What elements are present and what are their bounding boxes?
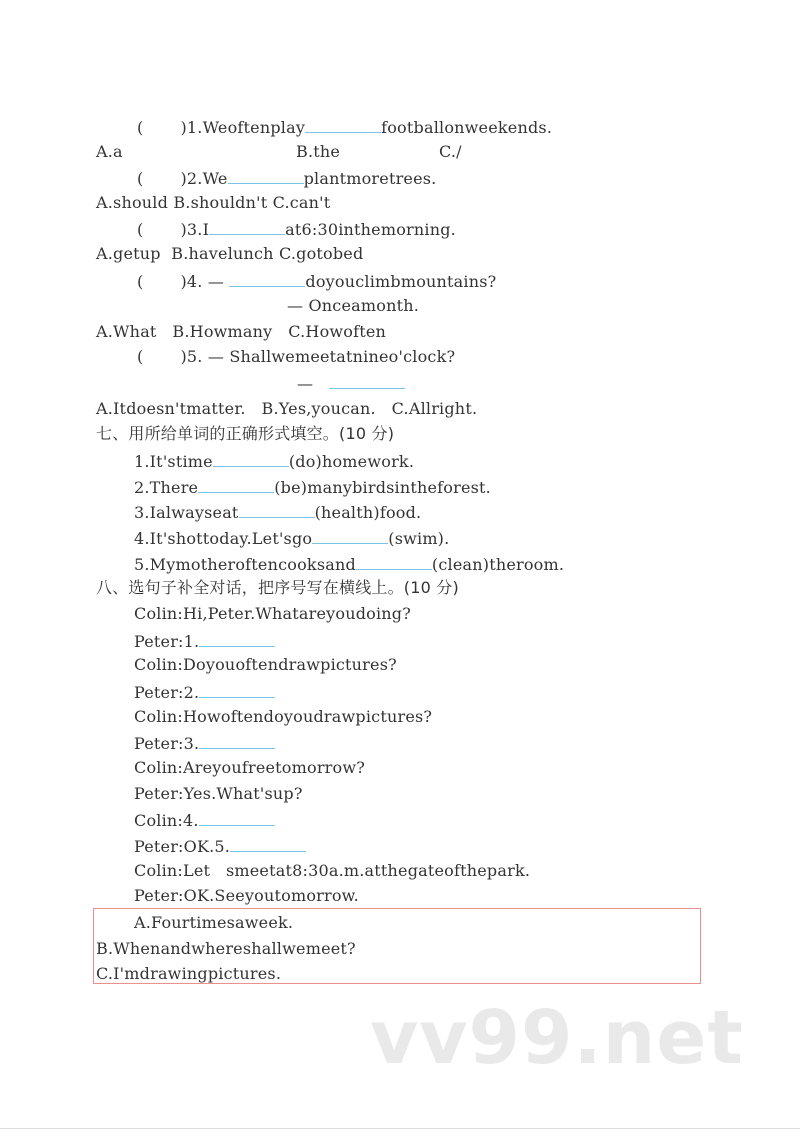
fill-item-2 [134, 476, 491, 498]
option-a: A.a [96, 142, 123, 161]
options-line: A.What B.Howmany C.Howoften [96, 322, 387, 341]
question-text: doyouclimbmountains? [305, 272, 497, 291]
answer-paren-open: ( [137, 169, 144, 188]
options-line: A.Itdoesn'tmatter. B.Yes,youcan. C.Allright. [96, 399, 478, 418]
answer-paren-open: ( [137, 272, 144, 291]
option-b: B.the [296, 142, 341, 161]
fill-blank[interactable] [209, 218, 285, 235]
section-7-heading: 七、用所给单词的正确形式填空。(10 分) [96, 424, 395, 443]
fill-blank[interactable] [305, 116, 381, 133]
page-bottom-divider [0, 1128, 800, 1129]
question-number: )3. [180, 220, 203, 239]
question-number: )5. [180, 347, 203, 366]
question-text: footballonweekends. [381, 118, 553, 137]
option-c: C.I'mdrawingpictures. [96, 964, 282, 983]
dialog-line: Colin:Areyoufreetomorrow? [134, 758, 366, 777]
item-text: (do)homework. [288, 452, 415, 471]
dialog-line [134, 809, 275, 831]
fill-blank[interactable] [199, 732, 275, 749]
question-1 [137, 116, 552, 138]
fill-blank[interactable] [230, 835, 306, 852]
section-8-heading: 八、选句子补全对话，把序号写在横线上。(10 分) [96, 578, 459, 597]
question-text: We [202, 169, 228, 188]
question-5 [137, 347, 455, 367]
question-text: — Shallwemeetatnineo'clock? [207, 347, 456, 366]
question-2 [137, 167, 436, 189]
item-text: (clean)theroom. [431, 555, 565, 574]
fill-blank[interactable] [199, 681, 275, 698]
item-text: 2.There [134, 478, 199, 497]
fill-item-3 [134, 501, 421, 523]
item-text: 1.It'stime [134, 452, 213, 471]
dialog-text: Peter:2. [134, 683, 200, 702]
question-number: )1. [180, 118, 203, 137]
answer-paren-open: ( [137, 220, 144, 239]
item-text: 4.It'shottoday.Let'sgo [134, 529, 313, 548]
option-a: A.Fourtimesaweek. [134, 913, 294, 932]
fill-blank[interactable] [312, 527, 388, 544]
fill-blank[interactable] [199, 630, 275, 647]
question-4-reply: — Onceamonth. [287, 296, 420, 315]
dialog-line: Colin:Howoftendoyoudrawpictures? [134, 707, 433, 726]
fill-blank[interactable] [229, 270, 305, 287]
option-b: B.Whenandwhereshallwemeet? [96, 939, 356, 958]
question-text: at6:30inthemorning. [285, 220, 456, 239]
dialog-line [134, 732, 275, 754]
dialog-text: Peter:1. [134, 632, 200, 651]
dialog-line [134, 835, 306, 857]
question-5-reply [297, 372, 405, 394]
fill-item-1 [134, 450, 414, 472]
answer-paren-open: ( [137, 347, 144, 366]
fill-blank[interactable] [356, 553, 432, 570]
dialog-line [134, 681, 275, 703]
question-4 [137, 270, 496, 292]
item-text: (swim). [388, 529, 450, 548]
question-text: plantmoretrees. [303, 169, 437, 188]
item-text: (health)food. [314, 503, 422, 522]
question-text: Weoftenplay [202, 118, 306, 137]
fill-blank[interactable] [198, 476, 274, 493]
dialog-line [134, 630, 275, 652]
options-line: A.should B.shouldn't C.can't [96, 193, 331, 212]
fill-blank[interactable] [239, 501, 315, 518]
item-text: 3.Ialwayseat [134, 503, 239, 522]
fill-item-5 [134, 553, 564, 575]
fill-blank[interactable] [213, 450, 289, 467]
dialog-line: Colin:Let smeetat8:30a.m.atthegateofthepark. [134, 861, 531, 880]
question-number: )2. [180, 169, 203, 188]
options-line: A.getup B.havelunch C.gotobed [96, 244, 364, 263]
watermark-logo: vv99.net [370, 995, 744, 1081]
question-number: )4. [180, 272, 203, 291]
option-c: C./ [439, 142, 462, 161]
dialog-text: Peter:OK.5. [134, 837, 231, 856]
dialog-line: Colin:Doyouoftendrawpictures? [134, 655, 397, 674]
item-text: (be)manybirdsintheforest. [274, 478, 491, 497]
question-3 [137, 218, 456, 240]
dialog-text: Peter:3. [134, 734, 200, 753]
dialog-line: Colin:Hi,Peter.Whatareyoudoing? [134, 604, 412, 623]
fill-item-4 [134, 527, 449, 549]
dialog-text: Colin:4. [134, 811, 199, 830]
dialog-dash: — [207, 272, 225, 291]
fill-blank[interactable] [199, 809, 275, 826]
dialog-line: Peter:Yes.What'sup? [134, 784, 303, 803]
question-text: I [202, 220, 210, 239]
fill-blank[interactable] [228, 167, 304, 184]
item-text: 5.Mymotheroftencooksand [134, 555, 356, 574]
answer-paren-open: ( [137, 118, 144, 137]
fill-blank[interactable] [329, 372, 405, 389]
dialog-dash: — [297, 374, 314, 393]
dialog-line: Peter:OK.Seeyoutomorrow. [134, 886, 359, 905]
